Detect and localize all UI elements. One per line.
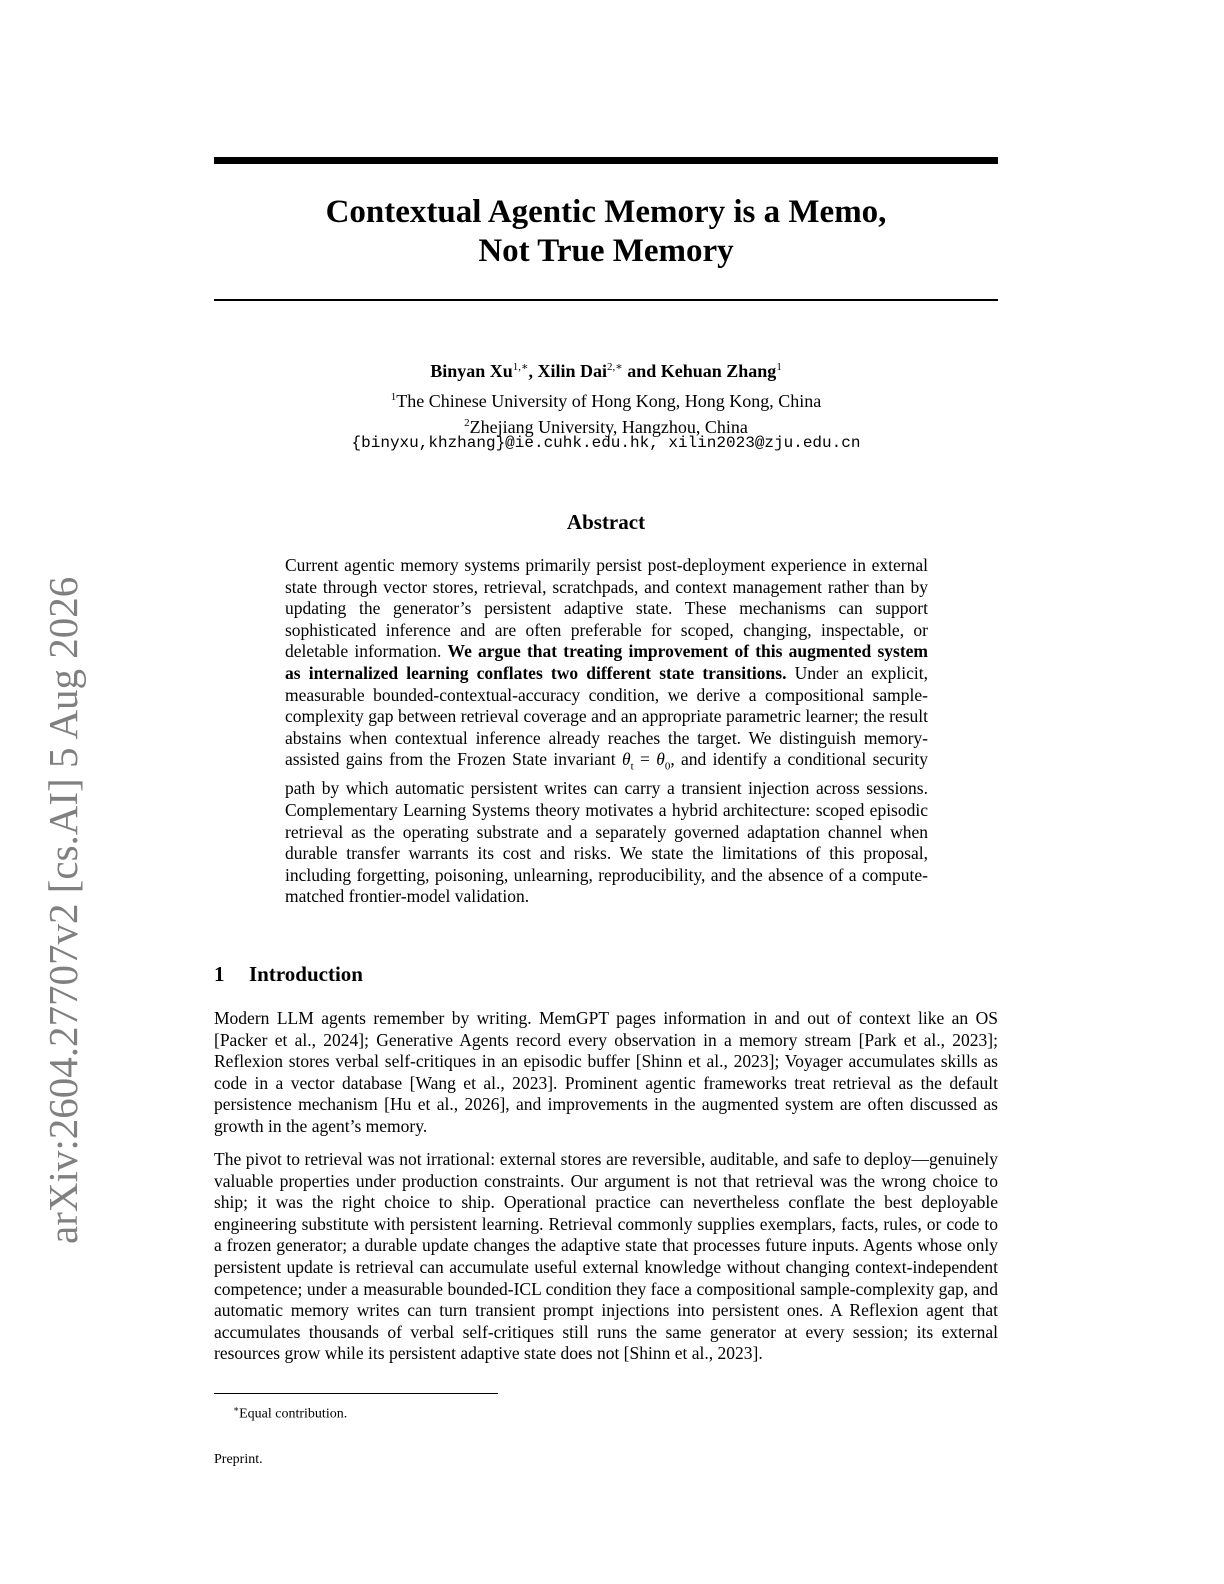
affiliation-text: Zhejiang University, Hangzhou, China: [469, 417, 748, 437]
arxiv-identifier-stamp: arXiv:2604.27707v2 [cs.AI] 5 Aug 2026: [40, 576, 86, 1244]
footnote-rule: [214, 1393, 498, 1394]
abstract-body: [285, 555, 928, 908]
title-bottom-rule: [214, 299, 998, 301]
title-line-2: Not True Memory: [478, 233, 734, 269]
abstract-heading: Abstract: [566, 510, 646, 534]
body-paragraph: The pivot to retrieval was not irrational: external stores are reversible, auditable, and safe to deploy—genuinely valuable properties under production constraints. Our argument is not that retrieval was the wrong choice to ship; it was the right choice to ship. Operational practice can nevertheless conflate the best deployable engineering substitute with persistent learning. Retrieval commonly supplies exemplars, facts, rules, or code to a frozen generator; a durable update changes the adaptive state that processes future inputs. Agents whose only persistent update is retrieval can accumulate useful external knowledge without changing context-independent competence; under a measurable bounded-ICL condition they face a compositional sample-complexity gap, and automatic memory writes can turn transient prompt injections into persistent ones. A Reflexion agent that accumulates thousands of verbal self-critiques still runs the same generator at every session; its external resources grow while its persistent adaptive state does not [Shinn et al., 2023].: [214, 1149, 998, 1364]
footnote-mark: ∗: [233, 1404, 240, 1414]
section-heading: [214, 960, 998, 988]
abstract-text: , and identify a conditional security path by which automatic persistent writes can carry a transient injection across sessions. Complementary Learning Systems theory motivates a hybrid architecture: scoped episodic retrieval as the operating substrate and a separately governed adaptation channel when durable transfer warrants its cost and risks. We state the limitations of this proposal, including forgetting, poisoning, unlearning, reproducibility, and the absence of a compute-matched frontier-model validation.: [285, 749, 928, 907]
author-name: Xilin Dai: [537, 361, 607, 381]
author-list: [214, 355, 998, 383]
math-symbol: θ: [656, 749, 665, 770]
section-number: 1: [214, 962, 225, 986]
math-subscript: t: [630, 760, 634, 773]
author-separator: ,: [528, 361, 538, 381]
math-symbol: θ: [621, 749, 631, 770]
footnote-text: Equal contribution.: [239, 1406, 348, 1422]
affiliation-line: [214, 386, 998, 412]
title-top-rule: [214, 157, 998, 164]
author-emails: {binyxu,khzhang}@ie.cuhk.edu.hk, xilin2023@zju.edu.cn: [351, 434, 861, 452]
math-operator: =: [633, 749, 657, 770]
section-title: Introduction: [249, 962, 363, 986]
paper-title: [214, 193, 998, 271]
affiliation-mark: 2: [464, 417, 470, 429]
author-separator: and: [622, 361, 661, 381]
footnote: [233, 1400, 347, 1424]
author-affiliation-mark: 1,∗: [512, 361, 529, 373]
author-name: Kehuan Zhang: [660, 361, 777, 381]
author-name: Binyan Xu: [430, 361, 513, 381]
abstract-text: Under an explicit, measurable bounded-contextual-accuracy condition, we derive a compositional sample-complexity gap between retrieval coverage and an appropriate parametric learner; the result abstains when contextual inference already reaches the target. We distinguish memory-assisted gains from the Frozen State invariant: [285, 662, 929, 770]
frozen-state-equation: [621, 749, 671, 773]
page-footer: Preprint.: [214, 1452, 263, 1467]
affiliation-text: The Chinese University of Hong Kong, Hong Kong, China: [396, 391, 822, 411]
abstract-text: Current agentic memory systems primarily persist post-deployment experience in external state through vector stores, retrieval, scratchpads, and context management rather than by updating the generator’s persistent adaptive state. These mechanisms can support sophisticated inference and are often preferable for scoped, changing, inspectable, or deletable information.: [285, 555, 928, 662]
math-subscript: 0: [664, 760, 671, 773]
abstract-claim: We argue that treating improvement of this augmented system as internalized learning conflates two different state transitions.: [285, 641, 928, 683]
affiliation-mark: 1: [390, 391, 397, 403]
body-paragraph: Modern LLM agents remember by writing. MemGPT pages information in and out of context like an OS [Packer et al., 2024]; Generative Agents record every observation in a memory stream [Park et al., 2023]; Reflexion stores verbal self-critiques in an episodic buffer [Shinn et al., 2023]; Voyager accumulates skills as code in a vector database [Wang et al., 2023]. Prominent agentic frameworks treat retrieval as the default persistence mechanism [Hu et al., 2026], and improvements in the augmented system are often discussed as growth in the agent’s memory.: [214, 1008, 998, 1136]
author-affiliation-mark: 2,∗: [606, 361, 623, 373]
title-line-1: Contextual Agentic Memory is a Memo,: [325, 194, 887, 230]
author-affiliation-mark: 1: [776, 361, 782, 373]
affiliation-list: [214, 386, 998, 438]
